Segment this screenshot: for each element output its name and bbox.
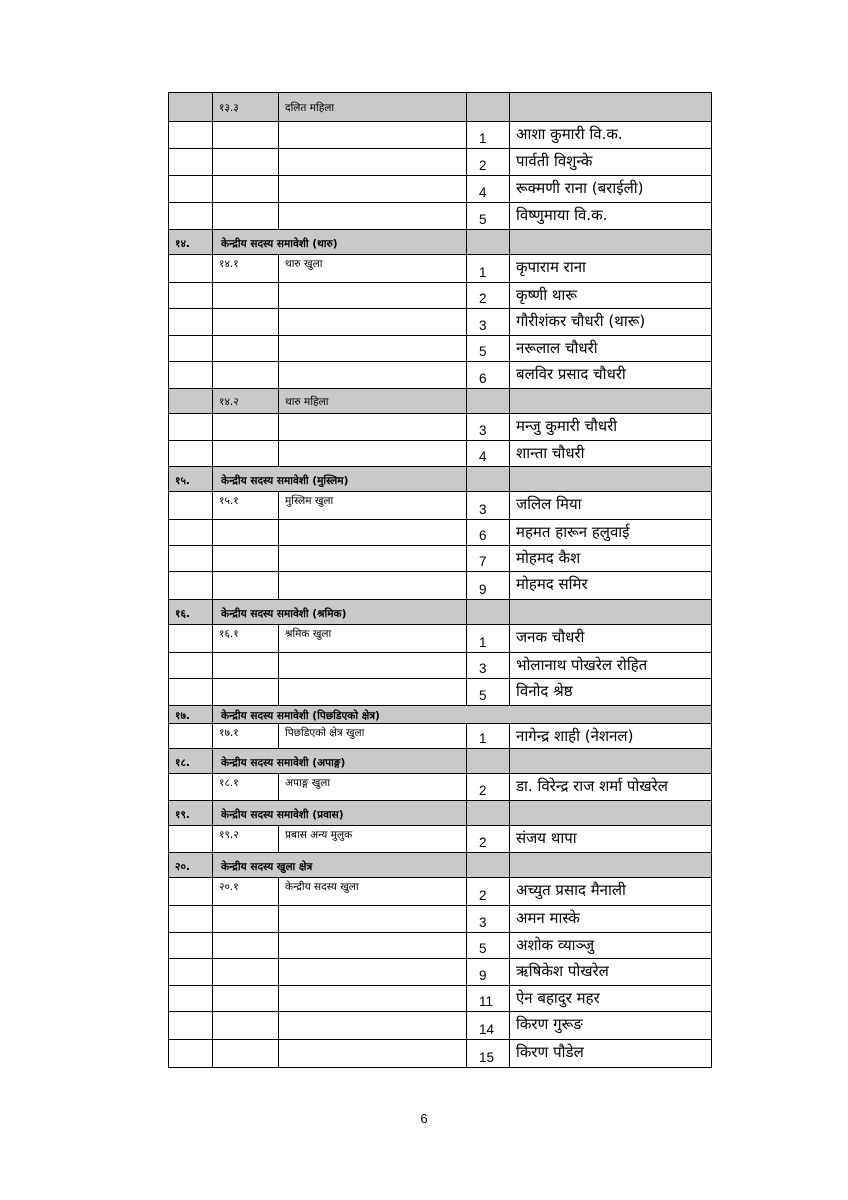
candidate-number: 3	[467, 492, 510, 520]
section-title: केन्द्रीय सदस्य समावेशी (अपाङ्ग)	[213, 749, 467, 774]
category-label: प्रबास अन्य मुलुक	[279, 826, 467, 853]
empty-cell	[213, 959, 279, 986]
empty-cell	[467, 801, 510, 826]
empty-cell	[169, 336, 213, 362]
candidate-number: 4	[467, 441, 510, 467]
empty-cell	[213, 336, 279, 362]
empty-cell	[213, 906, 279, 933]
empty-cell	[169, 774, 213, 801]
category-label: केन्द्रीय सदस्य खुला	[279, 878, 467, 906]
empty-cell	[169, 389, 213, 414]
empty-cell	[279, 362, 467, 389]
candidate-name: मोहमद कैश	[510, 546, 712, 572]
category-code: १६.१	[213, 625, 279, 653]
candidate-name: डा. विरेन्द्र राज शर्मा पोखरेल	[510, 774, 712, 801]
candidate-number: 6	[467, 362, 510, 389]
section-title: केन्द्रीय सदस्य समावेशी (प्रवास)	[213, 801, 467, 826]
subsection-label: थारु महिला	[279, 389, 467, 414]
empty-cell	[279, 906, 467, 933]
section-number: १७.	[169, 706, 213, 724]
candidate-name: जनक चौधरी	[510, 625, 712, 653]
candidate-row	[169, 176, 712, 203]
candidate-row	[169, 441, 712, 467]
section-title: केन्द्रीय सदस्य समावेशी (मुस्लिम)	[213, 467, 467, 492]
empty-cell	[213, 986, 279, 1012]
section-title: केन्द्रीय सदस्य खुला क्षेत्र	[213, 853, 467, 878]
empty-cell	[467, 230, 510, 255]
empty-cell	[467, 93, 510, 122]
candidate-number: 5	[467, 336, 510, 362]
empty-cell	[169, 149, 213, 176]
candidate-name: ऐन बहादुर महर	[510, 986, 712, 1012]
empty-cell	[169, 492, 213, 520]
candidate-name: महमत हारून हलुवाई	[510, 520, 712, 546]
section-number: २०.	[169, 853, 213, 878]
empty-cell	[279, 176, 467, 203]
candidate-row	[169, 653, 712, 679]
empty-cell	[213, 176, 279, 203]
empty-cell	[510, 801, 712, 826]
empty-cell	[213, 441, 279, 467]
empty-cell	[169, 826, 213, 853]
candidate-name: नागेन्द्र शाही (नेशनल)	[510, 724, 712, 749]
candidate-table	[168, 92, 712, 1068]
empty-cell	[169, 986, 213, 1012]
empty-cell	[467, 853, 510, 878]
candidate-name: ऋषिकेश पोखरेल	[510, 959, 712, 986]
empty-cell	[279, 122, 467, 149]
empty-cell	[510, 389, 712, 414]
empty-cell	[169, 572, 213, 600]
candidate-number: 2	[467, 283, 510, 309]
empty-cell	[279, 149, 467, 176]
empty-cell	[213, 1040, 279, 1068]
empty-cell	[279, 203, 467, 230]
candidate-number: 11	[467, 986, 510, 1012]
candidate-row	[169, 336, 712, 362]
candidate-row	[169, 959, 712, 986]
candidate-row	[169, 906, 712, 933]
category-label: मुस्लिम खुला	[279, 492, 467, 520]
section-number: १५.	[169, 467, 213, 492]
empty-cell	[510, 853, 712, 878]
empty-cell	[467, 467, 510, 492]
candidate-name: भोलानाथ पोखरेल रोहित	[510, 653, 712, 679]
subsection-label: दलित महिला	[279, 93, 467, 122]
empty-cell	[169, 441, 213, 467]
section-header-row	[169, 853, 712, 878]
candidate-number: 2	[467, 149, 510, 176]
category-label: श्रमिक खुला	[279, 625, 467, 653]
empty-cell	[169, 520, 213, 546]
empty-cell	[510, 230, 712, 255]
candidate-name: अमन मास्के	[510, 906, 712, 933]
empty-cell	[467, 389, 510, 414]
section-header-row	[169, 801, 712, 826]
empty-cell	[279, 441, 467, 467]
candidate-name: नरूलाल चौधरी	[510, 336, 712, 362]
section-number: १८.	[169, 749, 213, 774]
empty-cell	[510, 749, 712, 774]
candidate-name: किरण गुरूङ	[510, 1012, 712, 1040]
empty-cell	[279, 1040, 467, 1068]
empty-cell	[213, 149, 279, 176]
category-label: अपाङ्ग खुला	[279, 774, 467, 801]
candidate-row	[169, 149, 712, 176]
candidate-row	[169, 572, 712, 600]
candidate-number: 9	[467, 959, 510, 986]
candidate-row	[169, 1012, 712, 1040]
candidate-name: विष्णुमाया वि.क.	[510, 203, 712, 230]
section-header-row	[169, 706, 712, 724]
candidate-name: आशा कुमारी वि.क.	[510, 122, 712, 149]
category-code: १४.१	[213, 255, 279, 283]
section-number: १९.	[169, 801, 213, 826]
empty-cell	[279, 572, 467, 600]
candidate-name: किरण पौडेल	[510, 1040, 712, 1068]
empty-cell	[279, 986, 467, 1012]
candidate-row	[169, 122, 712, 149]
empty-cell	[169, 255, 213, 283]
section-title: केन्द्रीय सदस्य समावेशी (पिछडिएको क्षेत्र)	[213, 706, 712, 724]
empty-cell	[279, 1012, 467, 1040]
empty-cell	[279, 933, 467, 959]
section-title: केन्द्रीय सदस्य समावेशी (थारु)	[213, 230, 467, 255]
section-number: १४.	[169, 230, 213, 255]
category-label: पिछडिएको क्षेत्र खुला	[279, 724, 467, 749]
empty-cell	[279, 546, 467, 572]
empty-cell	[169, 878, 213, 906]
candidate-number: 1	[467, 122, 510, 149]
empty-cell	[213, 933, 279, 959]
empty-cell	[169, 724, 213, 749]
candidate-row	[169, 724, 712, 749]
candidate-number: 9	[467, 572, 510, 600]
empty-cell	[169, 906, 213, 933]
empty-cell	[213, 122, 279, 149]
candidate-name: पार्वती विशुन्के	[510, 149, 712, 176]
empty-cell	[279, 414, 467, 441]
candidate-row	[169, 546, 712, 572]
candidate-number: 15	[467, 1040, 510, 1068]
empty-cell	[169, 1012, 213, 1040]
candidate-name: अच्युत प्रसाद मैनाली	[510, 878, 712, 906]
candidate-name: कृपाराम राना	[510, 255, 712, 283]
candidate-number: 3	[467, 414, 510, 441]
candidate-row	[169, 625, 712, 653]
empty-cell	[510, 467, 712, 492]
candidate-number: 5	[467, 679, 510, 706]
empty-cell	[213, 414, 279, 441]
empty-cell	[169, 122, 213, 149]
candidate-number: 5	[467, 933, 510, 959]
page-number: 6	[420, 1111, 428, 1126]
candidate-name: मोहमद समिर	[510, 572, 712, 600]
empty-cell	[169, 1040, 213, 1068]
candidate-row	[169, 203, 712, 230]
empty-cell	[467, 600, 510, 625]
candidate-row	[169, 414, 712, 441]
empty-cell	[169, 176, 213, 203]
empty-cell	[213, 679, 279, 706]
candidate-number: 2	[467, 826, 510, 853]
category-label: थारु खुला	[279, 255, 467, 283]
category-code: २०.१	[213, 878, 279, 906]
subsection-row	[169, 389, 712, 414]
candidate-name: विनोद श्रेष्ठ	[510, 679, 712, 706]
subsection-row	[169, 93, 712, 122]
empty-cell	[279, 336, 467, 362]
candidate-number: 7	[467, 546, 510, 572]
empty-cell	[169, 93, 213, 122]
empty-cell	[169, 546, 213, 572]
section-header-row	[169, 749, 712, 774]
empty-cell	[169, 309, 213, 336]
subsection-code: १३.३	[213, 93, 279, 122]
candidate-name: जलिल मिया	[510, 492, 712, 520]
empty-cell	[169, 203, 213, 230]
candidate-row	[169, 986, 712, 1012]
candidate-row	[169, 774, 712, 801]
category-code: १७.१	[213, 724, 279, 749]
candidate-name: मन्जु कुमारी चौधरी	[510, 414, 712, 441]
candidate-number: 1	[467, 724, 510, 749]
subsection-code: १४.२	[213, 389, 279, 414]
candidate-number: 2	[467, 774, 510, 801]
candidate-number: 3	[467, 309, 510, 336]
category-code: १५.१	[213, 492, 279, 520]
empty-cell	[279, 283, 467, 309]
empty-cell	[279, 679, 467, 706]
empty-cell	[213, 546, 279, 572]
candidate-name: रूक्मणी राना (बराईली)	[510, 176, 712, 203]
candidate-number: 5	[467, 203, 510, 230]
candidate-row	[169, 362, 712, 389]
candidate-name: संजय थापा	[510, 826, 712, 853]
candidate-number: 6	[467, 520, 510, 546]
candidate-row	[169, 283, 712, 309]
section-header-row	[169, 230, 712, 255]
candidate-number: 3	[467, 906, 510, 933]
candidate-number: 3	[467, 653, 510, 679]
candidate-row	[169, 933, 712, 959]
empty-cell	[169, 959, 213, 986]
empty-cell	[169, 653, 213, 679]
empty-cell	[279, 653, 467, 679]
empty-cell	[279, 520, 467, 546]
section-header-row	[169, 467, 712, 492]
candidate-number: 1	[467, 625, 510, 653]
candidate-name: अशोक व्याञ्जु	[510, 933, 712, 959]
empty-cell	[213, 653, 279, 679]
table-body	[169, 93, 712, 1068]
empty-cell	[213, 1012, 279, 1040]
empty-cell	[213, 362, 279, 389]
empty-cell	[213, 572, 279, 600]
empty-cell	[213, 309, 279, 336]
category-code: १९.२	[213, 826, 279, 853]
candidate-name: बलविर प्रसाद चौधरी	[510, 362, 712, 389]
empty-cell	[169, 933, 213, 959]
candidate-row	[169, 1040, 712, 1068]
candidate-number: 1	[467, 255, 510, 283]
candidate-row	[169, 878, 712, 906]
category-code: १८.१	[213, 774, 279, 801]
candidate-row	[169, 679, 712, 706]
empty-cell	[169, 362, 213, 389]
empty-cell	[169, 679, 213, 706]
empty-cell	[510, 600, 712, 625]
empty-cell	[169, 625, 213, 653]
candidate-name: कृष्णी थारू	[510, 283, 712, 309]
empty-cell	[279, 309, 467, 336]
candidate-row	[169, 255, 712, 283]
section-header-row	[169, 600, 712, 625]
candidate-number: 2	[467, 878, 510, 906]
empty-cell	[169, 283, 213, 309]
candidate-number: 4	[467, 176, 510, 203]
candidate-name: गौरीशंकर चौधरी (थारू)	[510, 309, 712, 336]
empty-cell	[213, 203, 279, 230]
empty-cell	[213, 283, 279, 309]
empty-cell	[169, 414, 213, 441]
candidate-name: शान्ता चौधरी	[510, 441, 712, 467]
section-number: १६.	[169, 600, 213, 625]
empty-cell	[279, 959, 467, 986]
candidate-row	[169, 826, 712, 853]
candidate-number: 14	[467, 1012, 510, 1040]
candidate-row	[169, 309, 712, 336]
candidate-row	[169, 492, 712, 520]
empty-cell	[510, 93, 712, 122]
candidate-row	[169, 520, 712, 546]
section-title: केन्द्रीय सदस्य समावेशी (श्रमिक)	[213, 600, 467, 625]
empty-cell	[213, 520, 279, 546]
empty-cell	[467, 749, 510, 774]
